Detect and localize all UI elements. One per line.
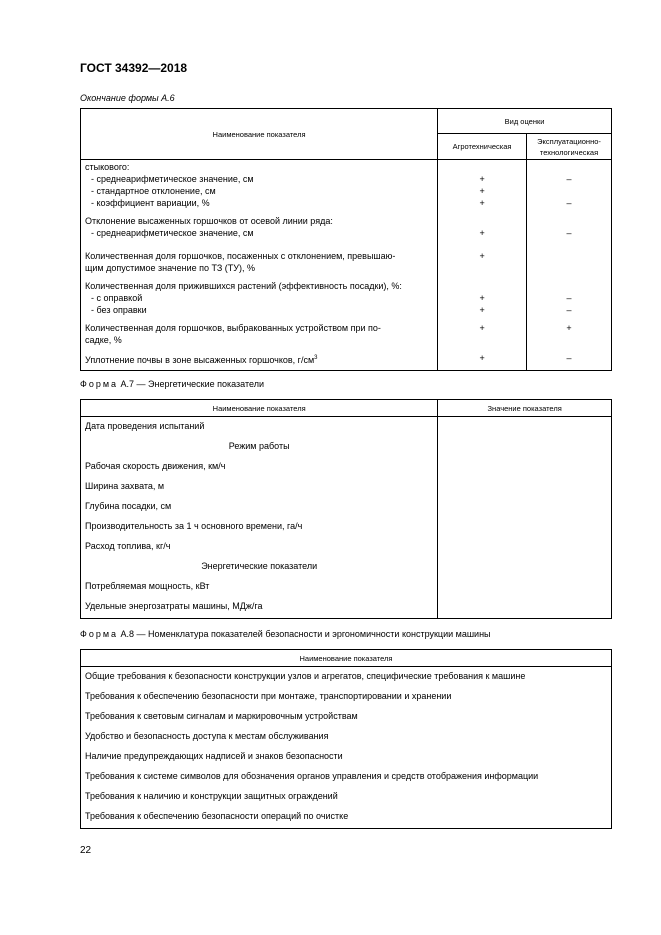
form-a8-table (80, 649, 612, 829)
document-code: ГОСТ 34392—2018 (80, 61, 188, 75)
a7-row: Производительность за 1 ч основного времени, га/ч (85, 521, 303, 531)
a7-row: Дата проведения испытаний (85, 421, 205, 431)
form-a6-table (80, 108, 612, 371)
a8-row: Требования к системе символов для обозначения органов управления и средств отображения информации (85, 771, 539, 781)
a6-row-1-name: стыкового: - среднеарифметическое значение, см - стандартное отклонение, см - коэффициент вариации, % Отклонение высаженных горшочков от осевой линии ряда: - среднеарифметическое значение, см Количественная доля горшочков, посаженных с отклонением, превышаю- щим допустимое значение по ТЗ (ТУ), % Количественная доля прижившихся растений (эффективность посадки), %: - с оправкой - без оправки Количественная доля горшочков, выбракованных устройством при по- садке, % Уплотнение почвы в зоне высаженных горшочков, $г/см^3$ (81, 160, 438, 371)
a8-row: Удобство и безопасность доступа к местам обслуживания (85, 731, 329, 741)
a7-row: Расход топлива, кг/ч (85, 541, 171, 551)
col-header-name: Наименование показателя (81, 109, 438, 160)
form-a6-caption: Окончание формы А.6 (80, 93, 175, 103)
a6-expl-column: – – – – – + – (527, 160, 612, 371)
a8-row: Общие требования к безопасности конструкции узлов и агрегатов, специфические требования к машине (85, 671, 526, 681)
a7-row: Удельные энергозатраты машины, МДж/га (85, 601, 263, 611)
a7-col-name: Наименование показателя (81, 400, 438, 417)
a7-row: Рабочая скорость движения, км/ч (85, 461, 226, 471)
a8-row: Требования к обеспечению безопасности при монтаже, транспортировании и хранении (85, 691, 452, 701)
a7-row: Энергетические показатели (201, 561, 318, 571)
a8-rows (81, 667, 612, 829)
a8-row: Требования к наличию и конструкции защитных ограждений (85, 791, 338, 801)
col-header-expl: Эксплуатационно- технологическая (527, 134, 612, 160)
a8-row: Наличие предупреждающих надписей и знаков безопасности (85, 751, 343, 761)
a7-row: Ширина захвата, м (85, 481, 165, 491)
page-number: 22 (80, 845, 92, 856)
form-a7-table (80, 399, 612, 619)
a7-col-value: Значение показателя (438, 400, 612, 417)
form-a7-title: Форма А.7 — Энергетические показатели (80, 379, 264, 389)
col-header-group: Вид оценки (438, 109, 612, 134)
col-header-agro: Агротехническая (438, 134, 527, 160)
a7-rows (81, 417, 438, 619)
a8-col-name: Наименование показателя (81, 650, 612, 667)
a8-row: Требования к световым сигналам и маркировочным устройствам (85, 711, 358, 721)
a7-row: Потребляемая мощность, кВт (85, 581, 210, 591)
a8-row: Требования к обеспечению безопасности операций по очистке (85, 811, 349, 821)
form-a8-title: Форма А.8 — Номенклатура показателей безопасности и эргономичности конструкции машины (80, 629, 491, 639)
a7-row: Режим работы (228, 441, 290, 451)
a7-row: Глубина посадки, см (85, 501, 172, 511)
a6-agro-column: + + + + + + + + + (438, 160, 527, 371)
a7-values-column (438, 417, 612, 619)
